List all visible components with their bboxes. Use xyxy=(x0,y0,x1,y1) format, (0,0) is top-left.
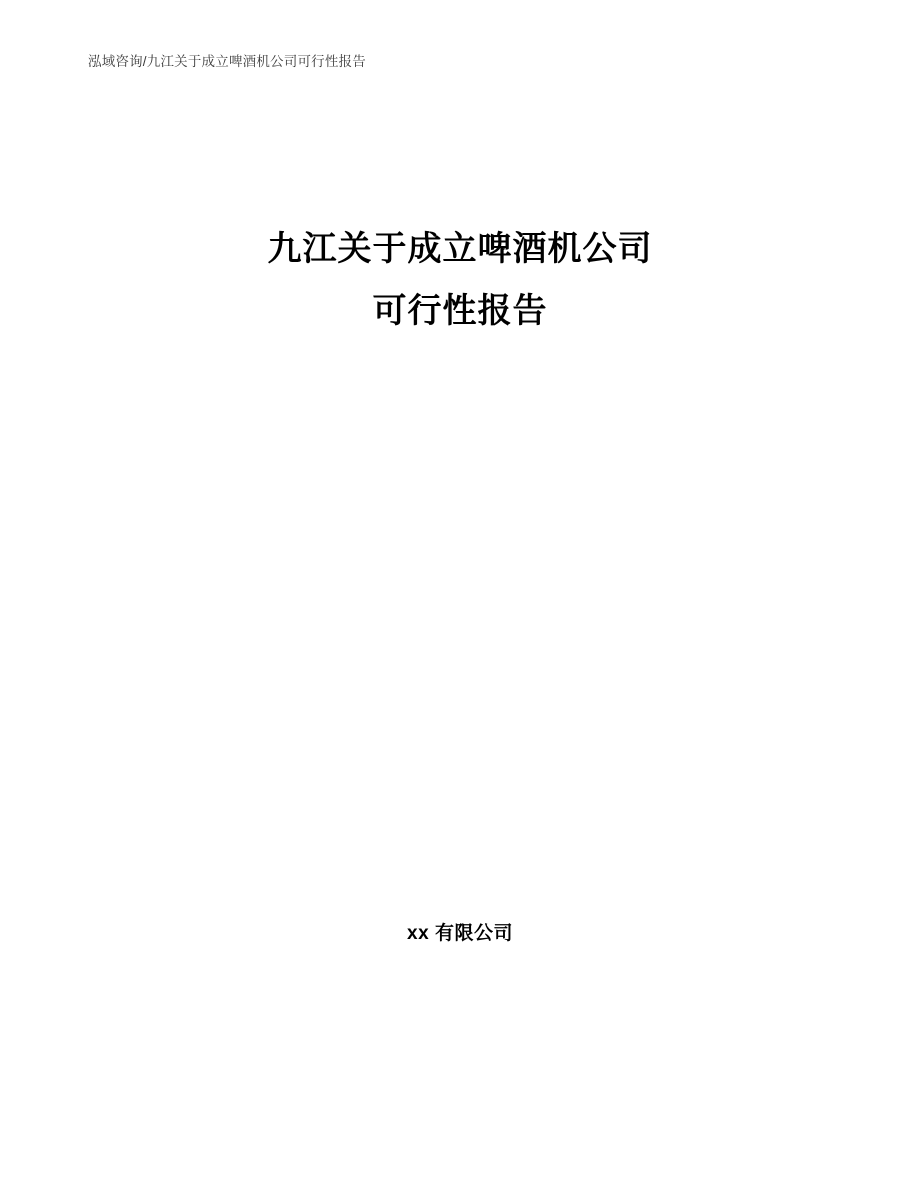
page-header-text: 泓域咨询/九江关于成立啤酒机公司可行性报告 xyxy=(88,54,366,69)
document-title-line-1: 九江关于成立啤酒机公司 xyxy=(267,230,653,268)
company-name: xx 有限公司 xyxy=(407,923,513,944)
company-block xyxy=(0,918,920,945)
document-title xyxy=(0,218,920,342)
document-title-line-2: 可行性报告 xyxy=(372,292,548,330)
